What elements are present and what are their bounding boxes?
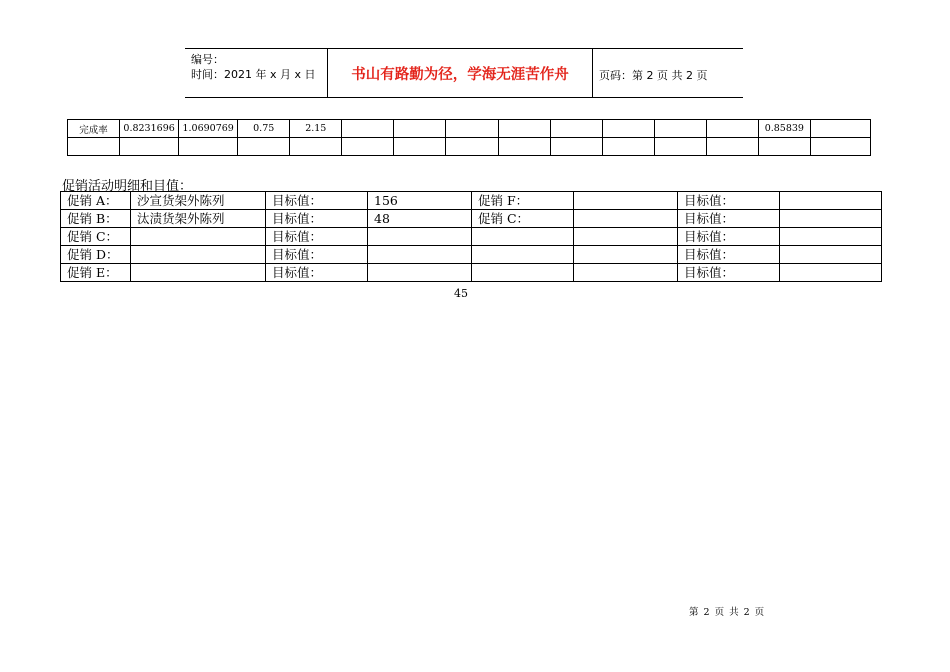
promo-table-cell (780, 228, 882, 246)
completion-table-cell (394, 138, 446, 156)
promo-table-cell (574, 192, 678, 210)
promo-table-cell: 沙宣货架外陈列 (131, 192, 266, 210)
promo-table-cell: 目标值： (266, 228, 368, 246)
completion-table-cell (810, 120, 870, 138)
completion-table-cell (179, 138, 238, 156)
header-meta (185, 49, 328, 97)
promo-table-cell (780, 264, 882, 282)
promo-table-cell: 目标值： (678, 264, 780, 282)
promo-table-cell: 促销 C： (61, 228, 131, 246)
completion-table-cell (394, 120, 446, 138)
promo-table-cell (574, 210, 678, 228)
promo-table-cell: 促销 A： (61, 192, 131, 210)
promo-table-cell: 目标值： (266, 264, 368, 282)
promo-table-cell (780, 192, 882, 210)
promo-table-cell (368, 246, 472, 264)
completion-table-cell (238, 138, 290, 156)
completion-table-cell (706, 138, 758, 156)
promo-details-table (60, 191, 882, 282)
promo-table-cell (368, 228, 472, 246)
header-page-info: 页码：第 2 页 共 2 页 (599, 69, 708, 82)
completion-table-cell: 2.15 (290, 120, 342, 138)
promo-table-cell (131, 264, 266, 282)
completion-table-cell: 0.75 (238, 120, 290, 138)
completion-table-cell (550, 138, 602, 156)
promo-table-cell (574, 246, 678, 264)
promo-table-cell: 156 (368, 192, 472, 210)
promo-table-cell (472, 228, 574, 246)
promo-table-cell: 目标值： (678, 246, 780, 264)
promo-table-cell: 汰渍货架外陈列 (131, 210, 266, 228)
promo-table-row (61, 192, 882, 210)
completion-table-cell (654, 138, 706, 156)
promo-table-row (61, 246, 882, 264)
promo-table-cell (780, 246, 882, 264)
completion-table-cell (654, 120, 706, 138)
page-footer: 第 2 页 共 2 页 (689, 607, 766, 618)
promo-table-cell: 促销 D： (61, 246, 131, 264)
promo-table-cell (780, 210, 882, 228)
promo-section-title: 促销活动明细和目值： (62, 179, 193, 194)
promo-table-cell (368, 264, 472, 282)
promo-table-cell: 目标值： (678, 228, 780, 246)
completion-table-cell: 0.8231696 (120, 120, 179, 138)
promo-table-cell: 目标值： (266, 210, 368, 228)
completion-rate-table (67, 119, 871, 156)
time-label: 时间：2021 年 x 月 x 日 (191, 68, 316, 81)
completion-table-cell (68, 138, 120, 156)
completion-table-cell (602, 120, 654, 138)
promo-table-cell: 目标值： (266, 246, 368, 264)
document-header (185, 48, 743, 98)
promo-table-cell: 目标值： (678, 192, 780, 210)
promo-table-cell (131, 228, 266, 246)
promo-table-cell (472, 264, 574, 282)
promo-table-cell: 目标值： (266, 192, 368, 210)
completion-table-cell (706, 120, 758, 138)
promo-table-cell (472, 246, 574, 264)
completion-table-cell: 完成率 (68, 120, 120, 138)
promo-table-cell: 促销 C： (472, 210, 574, 228)
completion-table-cell: 1.0690769 (179, 120, 238, 138)
completion-table-cell (446, 138, 498, 156)
promo-table-cell: 促销 B： (61, 210, 131, 228)
promo-table-row (61, 264, 882, 282)
completion-table-cell (498, 138, 550, 156)
completion-table-cell (498, 120, 550, 138)
completion-table-cell (342, 120, 394, 138)
number-label: 编号： (191, 53, 224, 66)
completion-table-cell (602, 138, 654, 156)
completion-table-cell (810, 138, 870, 156)
completion-table-cell: 0.85839 (758, 120, 810, 138)
promo-table-cell: 目标值： (678, 210, 780, 228)
promo-table-cell (574, 264, 678, 282)
promo-table-cell (574, 228, 678, 246)
completion-table-cell (446, 120, 498, 138)
promo-table-row (61, 210, 882, 228)
page-number: 45 (454, 287, 468, 300)
completion-table-cell (342, 138, 394, 156)
completion-table-cell (550, 120, 602, 138)
completion-table-row (68, 120, 871, 138)
promo-table-cell (131, 246, 266, 264)
promo-table-cell: 促销 F： (472, 192, 574, 210)
promo-table-cell: 促销 E： (61, 264, 131, 282)
completion-table-cell (120, 138, 179, 156)
completion-table-row (68, 138, 871, 156)
promo-table-cell: 48 (368, 210, 472, 228)
promo-table-row (61, 228, 882, 246)
completion-table-cell (758, 138, 810, 156)
header-motto: 书山有路勤为径，学海无涯苦作舟 (328, 49, 593, 97)
completion-table-cell (290, 138, 342, 156)
